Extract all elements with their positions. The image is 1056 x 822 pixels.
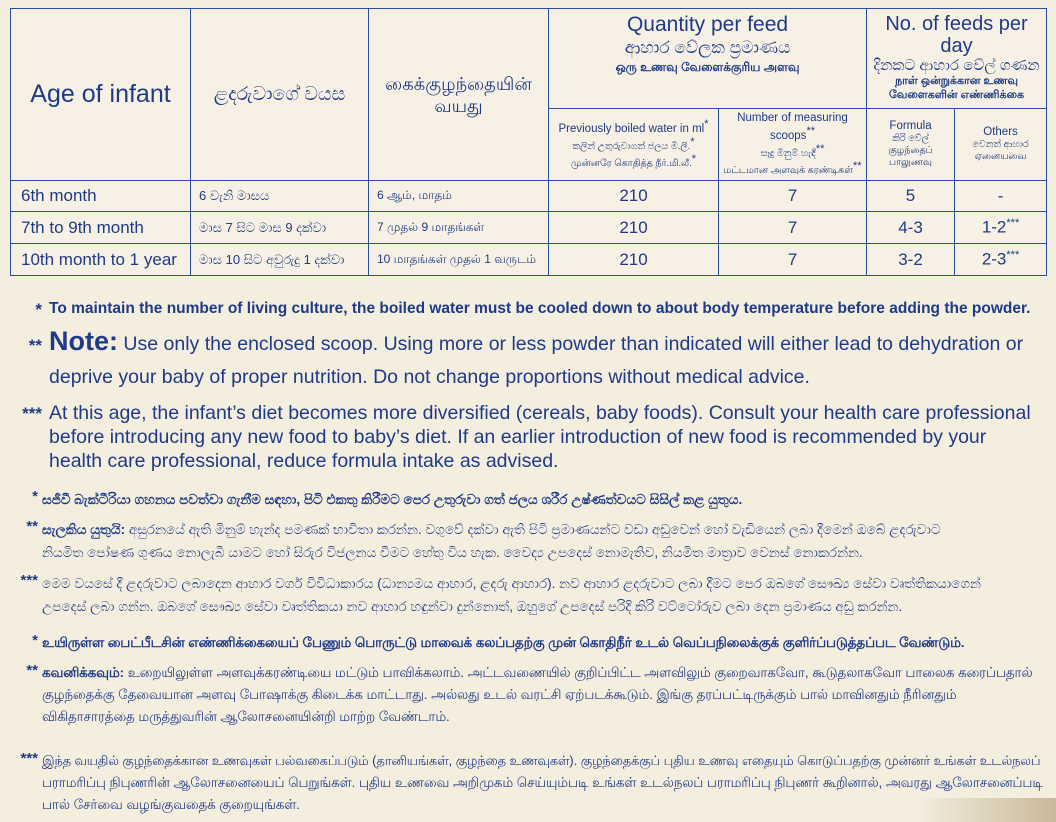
subheader-others-ta: ஏனையவை (974, 151, 1027, 162)
row-age-ta: 10 மாதங்கள் முதல் 1 வருடம் (369, 244, 549, 276)
table-header-row (11, 9, 1047, 109)
row-water: 210 (549, 181, 719, 212)
feeding-table (10, 8, 1047, 276)
row-formula: 3-2 (867, 244, 955, 276)
row-age-ta: 7 முதல் 9 மாதங்கள் (369, 212, 549, 244)
subheader-water-ta: முன்னரே கொதித்த நீர்.மி.லீ. (571, 158, 692, 170)
subheader-others-si: වෙනත් ආහාර (972, 139, 1029, 150)
header-quantity (549, 9, 867, 109)
subheader-others (955, 109, 1047, 181)
note-en-3-line2: before introducing any new food to baby’s diet. If an earlier introduction of new food is recommended by your (49, 426, 987, 448)
subheader-scoops-si: සෑදු මිනුම් හැඳි (760, 147, 816, 159)
note-si-1-stars: * (32, 488, 38, 505)
subheader-formula-en: Formula (889, 120, 932, 132)
subheader-water-si: කලින් උතුරුවාගත් ජලය මි.ලී. (572, 141, 691, 153)
note-si-2-line1: අසුරනයේ ඇති මිනුම් හැන්ද පමණක් භාවිතා කරන්න. වගුවේ දක්වා ඇති පිටි ප්‍රමාණයන්ට වඩා අඩුවෙන් හෝ වැඩියෙන් ලබා දීමෙන් ඔබේ ළදරුවාට (128, 522, 941, 537)
row-age-en: 10th month to 1 year (11, 244, 191, 276)
row-formula: 5 (867, 181, 955, 212)
note-si-3-line1: මෙම වයසේ දී ළදරුවාට ලබාදෙන ආහාර වර්ග විවිධාකාරය (ධාන්‍යමය ආහාර, ළදරු ආහාර). නව ආහාර ළදරුවාට ලබා දීමට පෙර ඔබගේ සෞඛ්‍ය සේවා වෘත්තිකයාගෙන් (42, 576, 981, 591)
header-age-si: ළදරුවාගේ වයස (191, 9, 369, 181)
header-age-ta: கைக்குழந்தையின் வயது (369, 9, 549, 181)
note-ta-3-stars: *** (20, 750, 38, 767)
note-si-3 (0, 572, 1056, 620)
note-ta-2-line1: உறையிலுள்ள அளவுக்கரண்டியை மட்டும் பாவிக்கலாம். அட்டவணையில் குறிப்பிட்ட அளவிலும் குறைவாகவோ, கூடுதலாகவோ பாலைக கரைப்பதால் (127, 665, 1033, 680)
row-others-value: 2-3 (981, 249, 1007, 269)
note-si-2-line2: නියමිත පෝෂණ ගුණය නොලැබී යාමට හෝ සිරුර විජලනය වීමට හේතු විය හැක. වෛද්‍ය උපදෙස් නොමැතිව, නියමිත මාත්‍රාව වෙනස් නොකරන්න. (42, 545, 863, 560)
row-age-si: මාස 7 සිට මාස 9 දක්වා (191, 212, 369, 244)
row-others-stars: *** (1006, 217, 1020, 230)
row-age-si: මාස 10 සිට අවුරුදු 1 දක්වා (191, 244, 369, 276)
header-feeds (867, 9, 1047, 109)
header-quantity-ta: ஒரு உணவு வேளைக்குரிய அளவு (615, 60, 800, 74)
note-ta-3 (0, 750, 1056, 820)
note-en-1-stars: * (35, 300, 42, 319)
subheader-water: Previously boiled water in ml* කලින් උතුරුවාගත් ජලය මි.ලී.* முன்னரே கொதித்த நீர்.மி.லீ.* (549, 109, 719, 181)
subheader-formula-si: කිරි වේල් (892, 133, 929, 144)
note-en-2-stars: ** (28, 336, 42, 355)
note-en-3-line3: health care professional, reduce formula intake as advised. (49, 450, 559, 472)
note-ta-3-line3: பால் சேர்வை வழங்குவதைக் குறையுங்கள். (42, 797, 300, 812)
note-si-3-stars: *** (20, 572, 38, 589)
row-age-ta: 6 ஆம், மாதம் (369, 181, 549, 212)
row-scoops: 7 (719, 181, 867, 212)
header-feeds-en: No. of feeds per day (885, 13, 1028, 57)
note-en-1 (0, 298, 1056, 324)
row-others-value: 1-2 (981, 217, 1007, 237)
note-en-1-text: To maintain the number of living culture, the boiled water must be cooled down to about body temperature before adding the powder. (49, 300, 1031, 317)
note-ta-3-line2: பராமரிப்பு நிபுணரின் ஆலோசனையைப் பெறுங்கள். புதிய உணவை அறிமுகம் செய்யும்படி உங்கள் உடல்நலப் பராமரிப்பு நிபுணர் கூறினால், அவரது ஆலோசனைப்படி (42, 775, 1043, 790)
table-row (11, 212, 1047, 244)
note-si-2 (0, 518, 1056, 566)
note-en-2-keyword: Note: (49, 326, 118, 356)
note-en-3 (0, 400, 1056, 480)
table-row (11, 181, 1047, 212)
note-ta-1-stars: * (32, 632, 38, 649)
row-scoops: 7 (719, 244, 867, 276)
note-ta-2-line2: குழந்தைக்கு தேவையான அளவு போஷாக்கு கிடைக்க மாட்டாது. அல்லது உடல் வரட்சி ஏற்படக்கூடும். இங்கு தரப்பட்டிருக்கும் பால் மாவினதும் நீரினதும் (42, 687, 957, 702)
row-age-en: 6th month (11, 181, 191, 212)
subheader-scoops-en: Number of measuring scoops (737, 111, 848, 142)
note-en-3-line1: At this age, the infant’s diet becomes more diversified (cereals, baby foods). Consult your health care professional (49, 402, 1031, 424)
row-others (955, 212, 1047, 244)
row-others-value: - (997, 186, 1004, 206)
row-others (955, 181, 1047, 212)
note-si-1-text: සජීවී බැක්ටීරියා ගහනය පවත්වා ගැනීම සඳහා, පිටි එකතු කිරීමට පෙර උතුරුවා ගත් ජලය ශරීර උෂ්ණත්වයට සිසිල් කළ යුතුය. (42, 492, 743, 507)
header-feeds-ta: நாள் ஒன்றுக்கான உணவு வேளைகளின் எண்ணிக்கை (889, 75, 1025, 101)
header-quantity-si: ආහාර වේලක ප්‍රමාණය (624, 38, 791, 57)
row-formula: 4-3 (867, 212, 955, 244)
corner-shade (916, 798, 1056, 822)
note-ta-3-line1: இந்த வயதில் குழந்தைக்கான உணவுகள் பல்வகைப்படும் (தானியங்கள், குழந்தை உணவுகள்). குழந்தைக்குப் புதிய உணவு எதையும் கொடுப்பதற்கு முன்னர் உங்கள் உடல்நலப் (42, 753, 1041, 768)
row-water: 210 (549, 212, 719, 244)
row-others-stars: *** (1006, 249, 1020, 262)
note-ta-2 (0, 662, 1056, 732)
note-en-2 (0, 328, 1056, 390)
row-scoops: 7 (719, 212, 867, 244)
note-si-2-stars: ** (26, 518, 38, 535)
row-others (955, 244, 1047, 276)
note-en-3-stars: *** (22, 404, 42, 423)
row-age-en: 7th to 9th month (11, 212, 191, 244)
header-feeds-si: දිනකට ආහාර වේල් ගණන (873, 57, 1040, 74)
note-ta-2-keyword: கவனிக்கவும்: (42, 665, 125, 680)
row-water: 210 (549, 244, 719, 276)
subheader-formula (867, 109, 955, 181)
subheader-water-en: Previously boiled water in ml (558, 123, 705, 136)
note-en-2-line2: deprive your baby of proper nutrition. Do not change proportions without medical advice. (49, 366, 810, 388)
subheader-formula-ta: குழந்தைப் பாலுணவு (888, 145, 933, 168)
note-ta-1-text: உயிருள்ள பைட்பீடசின் எண்ணிக்கையைப் பேணும் பொருட்டு மாவைக் கலப்பதற்கு முன் கொதிநீர் உடல் வெப்பநிலைக்குக் குளிர்ப்படுத்தப்பட வேண்டும். (42, 635, 965, 650)
subheader-scoops-ta: மட்டமான அளவுக் கரண்டிகள் (723, 165, 853, 177)
note-en-2-line1: Use only the enclosed scoop. Using more or less powder than indicated will either lead to dehydration or (123, 333, 1024, 355)
row-age-si: 6 වැනි මාසය (191, 181, 369, 212)
subheader-others-en: Others (983, 126, 1018, 138)
note-ta-2-line3: விகிதாசாரத்தை மருத்துவரின் ஆலோசனையின்றி மாற்ற வேண்டாம். (42, 709, 450, 724)
note-ta-1 (0, 632, 1056, 656)
table-row (11, 244, 1047, 276)
note-si-3-line2: උපදෙස් ලබා ගන්න. ඔබගේ සෞඛ්‍ය සේවා වෘත්තිකයා නව ආහාර හඳුන්වා දුන්නොත්, ඔහුගේ උපදෙස් පරිදි කිරි වට්ටෝරුව ලබා දෙන ප්‍රමාණය අඩු කරන්න. (42, 599, 903, 614)
header-quantity-en: Quantity per feed (626, 13, 789, 36)
subheader-scoops: Number of measuring scoops** සෑදු මිනුම් හැඳි** மட்டமான அளவுக் கரண்டிகள்** (719, 109, 867, 181)
note-si-1 (0, 488, 1056, 512)
note-ta-2-stars: ** (26, 662, 38, 679)
note-si-2-keyword: සැලකිය යුතුයි: (42, 522, 126, 537)
header-age-en: Age of infant (11, 9, 191, 181)
